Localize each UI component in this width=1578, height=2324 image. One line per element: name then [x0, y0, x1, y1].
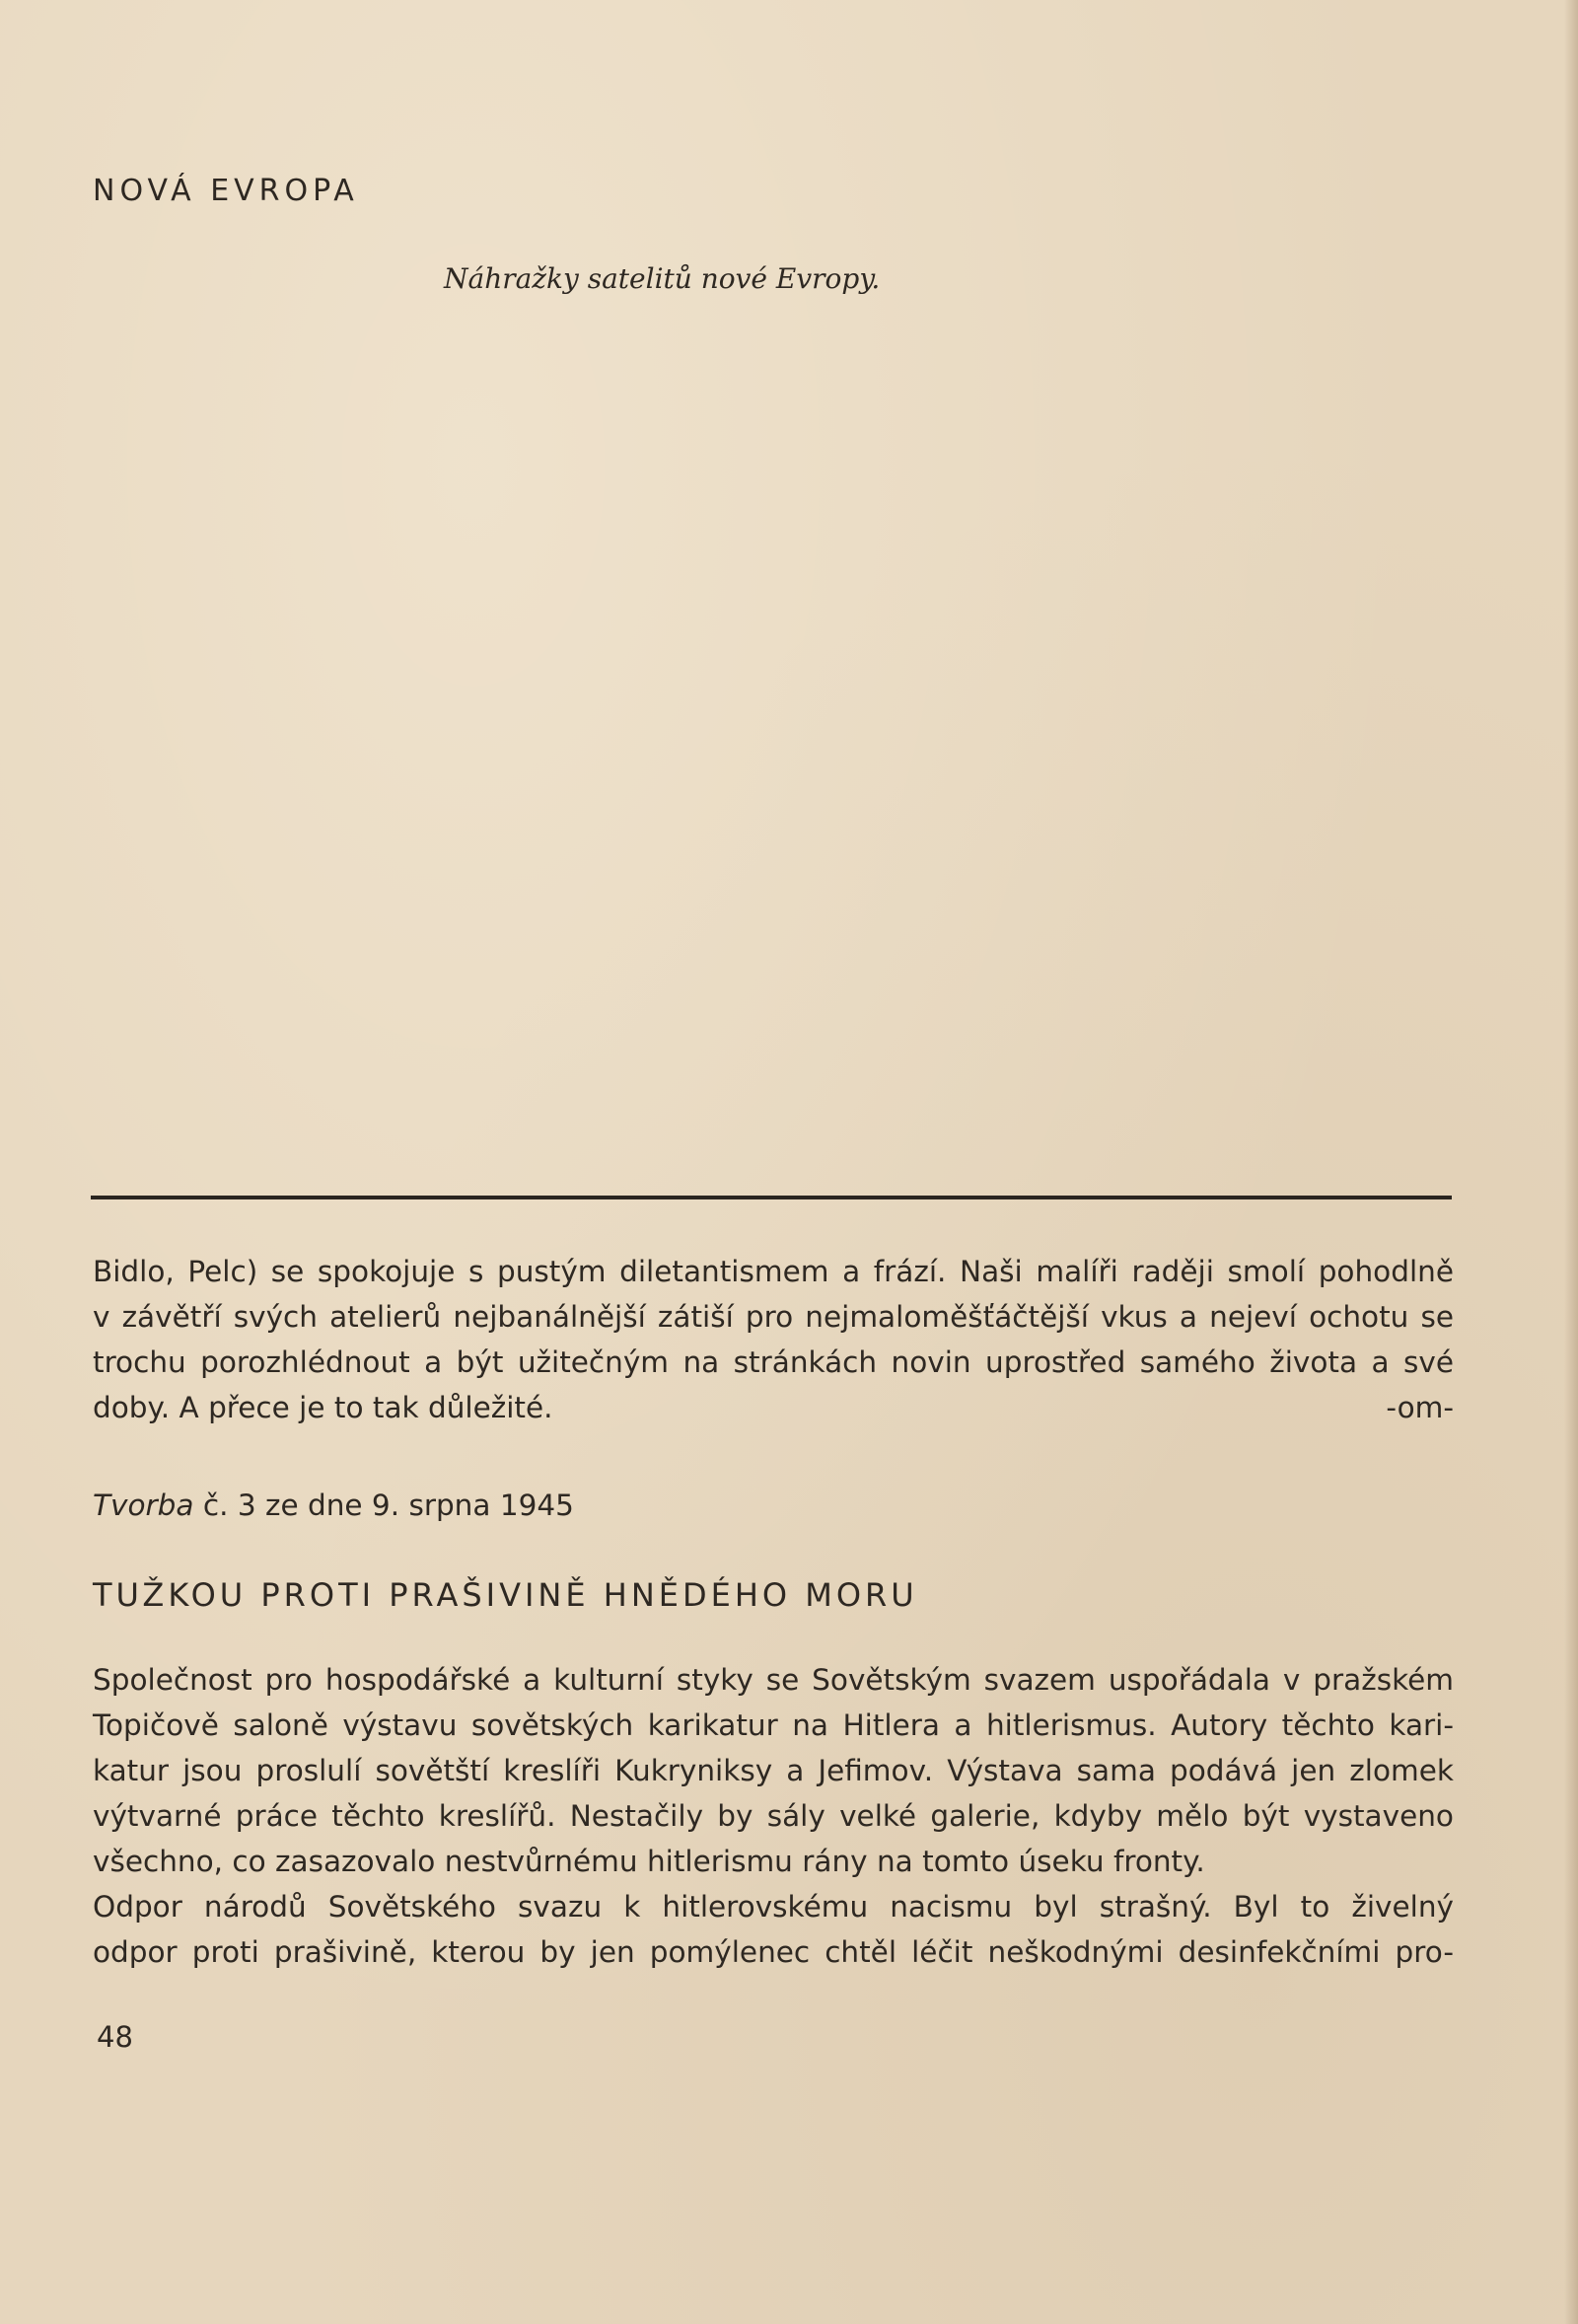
article-continuation	[93, 1249, 1454, 1430]
paragraph-line: odpor proti prašivině, kterou by jen pomýlenec chtěl léčit neškodnými desinfekčními pro-	[93, 1935, 1454, 1969]
paragraph-line: Společnost pro hospodářské a kulturní styky se Sovětským svazem uspořádala v pražském	[93, 1663, 1454, 1697]
section-title-tuzkou: TUŽKOU PROTI PRAŠIVINĚ HNĚDÉHO MORU	[93, 1576, 918, 1614]
paragraph-line: výtvarné práce těchto kreslířů. Nestačily by sály velké galerie, kdyby mělo být vystaveno	[93, 1799, 1454, 1833]
paragraph-line: doby. A přece je to tak důležité.	[93, 1391, 553, 1424]
paragraph-line: v závětří svých atelierů nejbanálnější zátiší pro nejmaloměšťáčtější vkus a nejeví ochotu se	[93, 1300, 1454, 1334]
page-edge-shadow	[1564, 0, 1578, 2324]
author-signature: -om-	[1386, 1391, 1454, 1424]
paragraph-line: Topičově saloně výstavu sovětských karikatur na Hitlera a hitlerismus. Autory těchto kari-	[93, 1708, 1454, 1742]
horizontal-rule	[91, 1196, 1452, 1199]
page-number: 48	[97, 2020, 133, 2054]
paragraph-line: katur jsou proslulí sovětští kreslíři Kukryniksy a Jefimov. Výstava sama podává jen zlomek	[93, 1754, 1454, 1787]
paragraph-line: Odpor národů Sovětského svazu k hitlerovskému nacismu byl strašný. Byl to živelný	[93, 1890, 1454, 1924]
source-details: č. 3 ze dne 9. srpna 1945	[193, 1489, 574, 1522]
paragraph-line: všechno, co zasazovalo nestvůrnému hitlerismu rány na tomto úseku fronty.	[93, 1845, 1205, 1878]
source-publication: Tvorba	[93, 1489, 194, 1522]
paragraph-line: Bidlo, Pelc) se spokojuje s pustým diletantismem a frází. Naši malíři raději smolí pohodlně	[93, 1255, 1454, 1288]
article-body	[93, 1657, 1454, 1975]
section-title-nova-evropa: NOVÁ EVROPA	[93, 174, 359, 208]
paragraph-last-line	[93, 1385, 1454, 1430]
paragraph-line: trochu porozhlédnout a být užitečným na stránkách novin uprostřed samého života a své	[93, 1345, 1454, 1379]
source-citation	[93, 1489, 574, 1522]
illustration-caption: Náhražky satelitů nové Evropy.	[444, 262, 881, 295]
